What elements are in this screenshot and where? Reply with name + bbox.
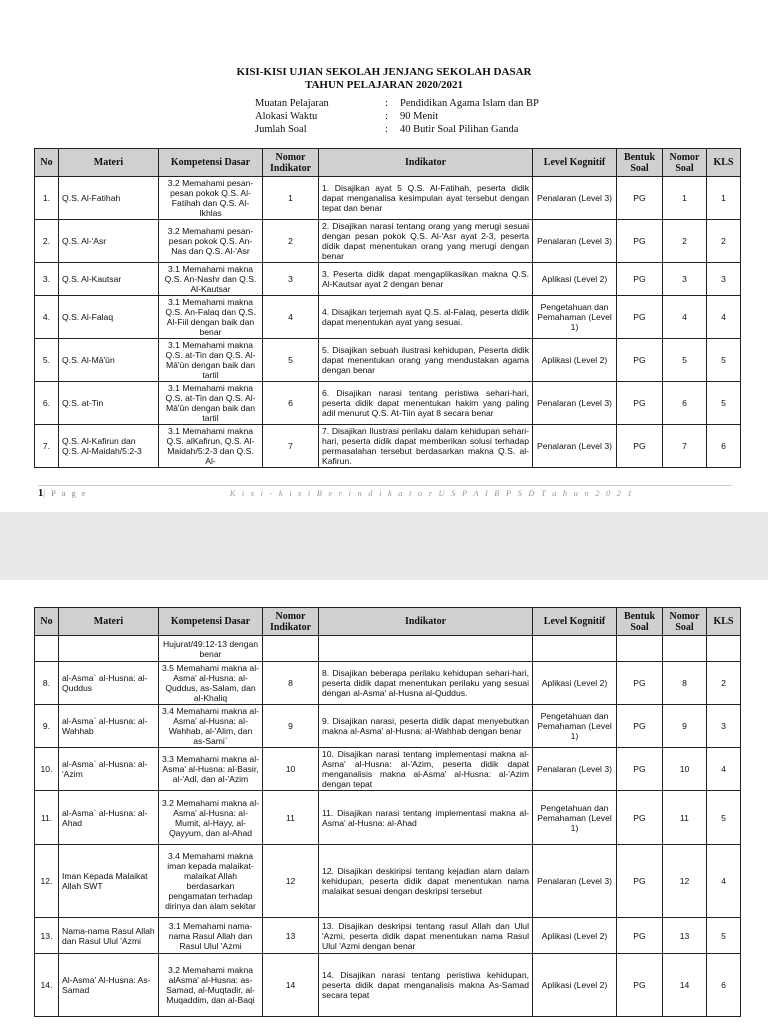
indikator-cell: 13. Disajikan deskripsi tentang rasul Allah dan Ulul 'Azmi, peserta didik dapat menentukan nama Rasul Ulul 'Azmi dengan benar [319,918,533,954]
nomor-soal-cell: 4 [663,296,707,339]
document-subtitle: TAHUN PELAJARAN 2020/2021 [304,79,464,91]
materi-cell: Q.S. Al-Kautsar [59,263,159,296]
kompetensi-dasar-cell: 3.1 Memahami makna Q.S. at-Tin dan Q.S. Al-Mā'ūn dengan baik dan tartil [159,339,263,382]
document-title: KISI-KISI UJIAN SEKOLAH JENJANG SEKOLAH DASAR [236,66,532,78]
row-number: 1. [35,177,59,220]
bentuk-soal-cell: PG [617,425,663,468]
nomor-indikator-cell: 9 [263,705,319,748]
indikator-cell: 8. Disajikan beberapa perilaku kehidupan sehari-hari, peserta didik dapat menentukan perilaku yang sesuai dengan al-Asma' al-Husna al-Quddus. [319,662,533,705]
row-number: 11. [35,791,59,845]
level-kognitif-cell: Penalaran (Level 3) [533,220,617,263]
row-number: 4. [35,296,59,339]
page-number: 1 [38,488,44,499]
header-bentuk-soal: Bentuk Soal [617,149,663,177]
nomor-soal-cell: 13 [663,918,707,954]
empty-cell [35,636,59,662]
nomor-indikator-cell: 6 [263,382,319,425]
table-row [35,425,741,468]
indikator-cell: 6. Disajikan narasi tentang peristiwa sehari-hari, peserta didik dapat menentukan hakim yang paling adil menurut Q.S. At-Tiin ayat 8 secara benar [319,382,533,425]
materi-cell: Al-Asma' Al-Husna: As-Samad [59,954,159,1017]
bentuk-soal-cell: PG [617,705,663,748]
nomor-soal-cell: 10 [663,748,707,791]
empty-cell [663,636,707,662]
table-row [35,662,741,705]
table-row [35,791,741,845]
nomor-indikator-cell: 12 [263,845,319,918]
table-row-continuation [35,636,741,662]
kls-cell: 4 [707,296,741,339]
empty-cell [59,636,159,662]
indikator-cell: 10. Disajikan narasi tentang implementasi makna al-Asma' al-Husna: al-'Azim, peserta didik dapat menganalisis makna al-Asma' al-Husna: al-'Azim dengan tepat [319,748,533,791]
page-footer [38,485,732,499]
level-kognitif-cell: Pengetahuan dan Pemahaman (Level 1) [533,296,617,339]
level-kognitif-cell: Penalaran (Level 3) [533,382,617,425]
header-materi: Materi [59,149,159,177]
row-number: 12. [35,845,59,918]
level-kognitif-cell: Aplikasi (Level 2) [533,918,617,954]
nomor-soal-cell: 7 [663,425,707,468]
bentuk-soal-cell: PG [617,296,663,339]
header-no: No [35,149,59,177]
kompetensi-dasar-cell: 3.1 Memahami nama-nama Rasul Allah dan Rasul Ulul 'Azmi [159,918,263,954]
nomor-indikator-cell: 14 [263,954,319,1017]
indikator-cell: 9. Disajikan narasi, peserta didik dapat menyebutkan makna al-Asma' al-Husna: al-Wahhab dengan benar [319,705,533,748]
row-number: 7. [35,425,59,468]
nomor-soal-cell: 11 [663,791,707,845]
materi-cell: Q.S. Al-Mā'ūn [59,339,159,382]
materi-cell: Q.S. Al-Falaq [59,296,159,339]
nomor-soal-cell: 12 [663,845,707,918]
level-kognitif-cell: Aplikasi (Level 2) [533,339,617,382]
header-bentuk-soal: Bentuk Soal [617,608,663,636]
kls-cell: 1 [707,177,741,220]
indikator-cell: 3. Peserta didik dapat mengaplikasikan makna Q.S. Al-Kautsar ayat 2 dengan benar [319,263,533,296]
kls-cell: 5 [707,918,741,954]
bentuk-soal-cell: PG [617,339,663,382]
nomor-soal-cell: 9 [663,705,707,748]
kompetensi-dasar-cell: 3.1 Memahami makna Q.S. alKafirun, Q.S. Al-Maidah/5:2-3 dan Q.S. Al- [159,425,263,468]
nomor-soal-cell: 2 [663,220,707,263]
nomor-indikator-cell: 5 [263,339,319,382]
meta-value: 90 Menit [400,111,439,122]
table-row [35,748,741,791]
indikator-cell: 7. Disajikan Ilustrasi perilaku dalam kehidupan sehari-hari, peserta didik dapat memberikan solusi terhadap permasalahan tersebut berdasarkan makna Q.S. al-Kafirun. [319,425,533,468]
nomor-indikator-cell: 13 [263,918,319,954]
kompetensi-dasar-cell: 3.1 Memahami makna Q.S. An-Nashr dan Q.S. Al-Kautsar [159,263,263,296]
row-number: 6. [35,382,59,425]
row-number: 13. [35,918,59,954]
kls-cell: 6 [707,954,741,1017]
bentuk-soal-cell: PG [617,177,663,220]
meta-value: Pendidikan Agama Islam dan BP [400,98,539,109]
meta-label: Jumlah Soal [255,124,307,135]
nomor-indikator-cell: 4 [263,296,319,339]
bentuk-soal-cell: PG [617,791,663,845]
materi-cell: al-Asma` al-Husna: al-Wahhab [59,705,159,748]
bentuk-soal-cell: PG [617,382,663,425]
document-footer-title: K i s i - k i s i B e r i n d i k a t o r U S P A I B P S D T a h u n 2 0 2 1 [229,488,634,498]
kompetensi-dasar-cell: 3.5 Memahami makna al-Asma' al-Husna: al-Quddus, as-Salam, dan al-Khaliq [159,662,263,705]
materi-cell: Q.S. Al-Kafirun dan Q.S. Al-Maidah/5:2-3 [59,425,159,468]
nomor-indikator-cell: 7 [263,425,319,468]
page-number-block [38,488,88,499]
table-row [35,705,741,748]
level-kognitif-cell: Aplikasi (Level 2) [533,662,617,705]
meta-value: 40 Butir Soal Pilihan Ganda [400,124,519,135]
nomor-soal-cell: 6 [663,382,707,425]
kisi-kisi-table-continued [34,607,741,1017]
row-number: 14. [35,954,59,1017]
header-kompetensi-dasar: Kompetensi Dasar [159,149,263,177]
nomor-indikator-cell: 8 [263,662,319,705]
level-kognitif-cell: Penalaran (Level 3) [533,177,617,220]
nomor-soal-cell: 1 [663,177,707,220]
bentuk-soal-cell: PG [617,662,663,705]
table-row [35,220,741,263]
materi-cell: Iman Kepada Malaikat Allah SWT [59,845,159,918]
nomor-indikator-cell: 3 [263,263,319,296]
indikator-cell: 4. Disajikan terjemah ayat Q.S. al-Falaq, peserta didik dapat menentukan ayat yang sesuai. [319,296,533,339]
level-kognitif-cell: Aplikasi (Level 2) [533,954,617,1017]
kls-cell: 2 [707,662,741,705]
level-kognitif-cell: Pengetahuan dan Pemahaman (Level 1) [533,705,617,748]
header-level-kognitif: Level Kognitif [533,149,617,177]
kls-cell: 5 [707,339,741,382]
header-nomor-soal: Nomor Soal [663,149,707,177]
indikator-cell: 5. Disajikan sebuah ilustrasi kehidupan, Peserta didik dapat menentukan orang yang mendustakan agama dengan benar [319,339,533,382]
kompetensi-dasar-cell: 3.2 Memahami makna al-Asma' al-Husna: al-Mumit, al-Hayy, al-Qayyum, dan al-Ahad [159,791,263,845]
nomor-indikator-cell: 2 [263,220,319,263]
bentuk-soal-cell: PG [617,748,663,791]
empty-cell [319,636,533,662]
kls-cell: 5 [707,791,741,845]
row-number: 2. [35,220,59,263]
table-row [35,296,741,339]
level-kognitif-cell: Penalaran (Level 3) [533,845,617,918]
bentuk-soal-cell: PG [617,220,663,263]
kompetensi-dasar-cell: 3.4 Memahami makna iman kepada malaikat-malaikat Allah berdasarkan pengamatan terhadap dirinya dan alam sekitar [159,845,263,918]
materi-cell: Q.S. at-Tin [59,382,159,425]
meta-colon: : [385,98,388,109]
level-kognitif-cell: Pengetahuan dan Pemahaman (Level 1) [533,791,617,845]
nomor-soal-cell: 8 [663,662,707,705]
table-row [35,177,741,220]
meta-row [255,110,539,123]
kls-cell: 6 [707,425,741,468]
row-number: 3. [35,263,59,296]
indikator-cell: 2. Disajikan narasi tentang orang yang merugi sesuai dengan pesan pokok Q.S. Al-'Asr ayat 2-3, peserta didik dapat menentukan orang yang merugi dengan benar [319,220,533,263]
materi-cell: Nama-nama Rasul Allah dan Rasul Ulul 'Azmi [59,918,159,954]
header-nomor-indikator: Nomor Indikator [263,149,319,177]
kompetensi-dasar-cell: 3.1 Memahami makna Q.S. An-Falaq dan Q.S. Al-Fiil dengan baik dan benar [159,296,263,339]
table-header-row [35,149,741,177]
row-number: 9. [35,705,59,748]
page-label: | P a g e [43,488,88,498]
empty-cell [707,636,741,662]
materi-cell: al-Asma` al-Husna: al-'Azim [59,748,159,791]
nomor-indikator-cell: 1 [263,177,319,220]
empty-cell [533,636,617,662]
header-kompetensi-dasar: Kompetensi Dasar [159,608,263,636]
kompetensi-dasar-cell: 3.4 Memahami makna al-Asma' al-Husna: al-Wahhab, al-'Alim, dan as-Sami` [159,705,263,748]
row-number: 8. [35,662,59,705]
header-indikator: Indikator [319,608,533,636]
materi-cell: Q.S. Al-'Asr [59,220,159,263]
materi-cell: al-Asma` al-Husna: al-Ahad [59,791,159,845]
bentuk-soal-cell: PG [617,954,663,1017]
row-number: 5. [35,339,59,382]
table-header-row [35,608,741,636]
kompetensi-dasar-continued: Hujurat/49:12-13 dengan benar [159,636,263,662]
exam-info [255,97,539,136]
header-nomor-indikator: Nomor Indikator [263,608,319,636]
indikator-cell: 11. Disajikan narasi tentang implementasi makna al-Asma' al-Husna: al-Ahad [319,791,533,845]
indikator-cell: 1. Disajikan ayat 5 Q.S. Al-Fatihah, peserta didik dapat menganalisa kesimpulan ayat tersebut dengan tepat dan benar [319,177,533,220]
table-row [35,918,741,954]
document-page-2 [0,580,768,1024]
header-indikator: Indikator [319,149,533,177]
meta-colon: : [385,111,388,122]
indikator-cell: 12. Disajikan deskiripsi tentang kejadian alam dalam kehidupan, peserta didik dapat menentukan nama malaikat sesuai dengan deskripsi tersebut [319,845,533,918]
nomor-soal-cell: 14 [663,954,707,1017]
kompetensi-dasar-cell: 3.1 Memahami makna Q.S. at-Tin dan Q.S. Al-Mā'ūn dengan baik dan tartil [159,382,263,425]
header-level-kognitif: Level Kognitif [533,608,617,636]
meta-row [255,123,539,136]
header-materi: Materi [59,608,159,636]
row-number: 10. [35,748,59,791]
meta-colon: : [385,124,388,135]
kls-cell: 3 [707,263,741,296]
meta-row [255,97,539,110]
level-kognitif-cell: Penalaran (Level 3) [533,748,617,791]
table-row [35,382,741,425]
indikator-cell: 14. Disajikan narasi tentang peristiwa kehidupan, peserta didik dapat menganalisis makna As-Samad secara tepat [319,954,533,1017]
kls-cell: 4 [707,748,741,791]
header-kls: KLS [707,608,741,636]
kisi-kisi-table [34,148,741,468]
nomor-soal-cell: 5 [663,339,707,382]
bentuk-soal-cell: PG [617,845,663,918]
empty-cell [263,636,319,662]
bentuk-soal-cell: PG [617,918,663,954]
level-kognitif-cell: Penalaran (Level 3) [533,425,617,468]
kls-cell: 5 [707,382,741,425]
table-row [35,845,741,918]
nomor-indikator-cell: 11 [263,791,319,845]
header-no: No [35,608,59,636]
empty-cell [617,636,663,662]
meta-label: Alokasi Waktu [255,111,318,122]
table-row [35,263,741,296]
kompetensi-dasar-cell: 3.2 Memahami makna alAsma' al-Husna: as-Samad, al-Muqtadir, al-Muqaddim, dan al-Baqi [159,954,263,1017]
kompetensi-dasar-cell: 3.2 Memahami pesan-pesan pokok Q.S. Al-Fatihah dan Q.S. Al-Ikhlas [159,177,263,220]
kls-cell: 4 [707,845,741,918]
header-kls: KLS [707,149,741,177]
table-row [35,954,741,1017]
materi-cell: Q.S. Al-Fatihah [59,177,159,220]
nomor-indikator-cell: 10 [263,748,319,791]
materi-cell: al-Asma` al-Husna: al-Quddus [59,662,159,705]
level-kognitif-cell: Aplikasi (Level 2) [533,263,617,296]
nomor-soal-cell: 3 [663,263,707,296]
kompetensi-dasar-cell: 3.2 Memahami pesan-pesan pokok Q.S. An-Nas dan Q.S. Al-'Asr [159,220,263,263]
kls-cell: 3 [707,705,741,748]
table-row [35,339,741,382]
kompetensi-dasar-cell: 3.3 Memahami makna al-Asma' al-Husna: al-Basir, al-'Adl, dan al-'Azim [159,748,263,791]
header-nomor-soal: Nomor Soal [663,608,707,636]
kls-cell: 2 [707,220,741,263]
meta-label: Muatan Pelajaran [255,98,329,109]
bentuk-soal-cell: PG [617,263,663,296]
